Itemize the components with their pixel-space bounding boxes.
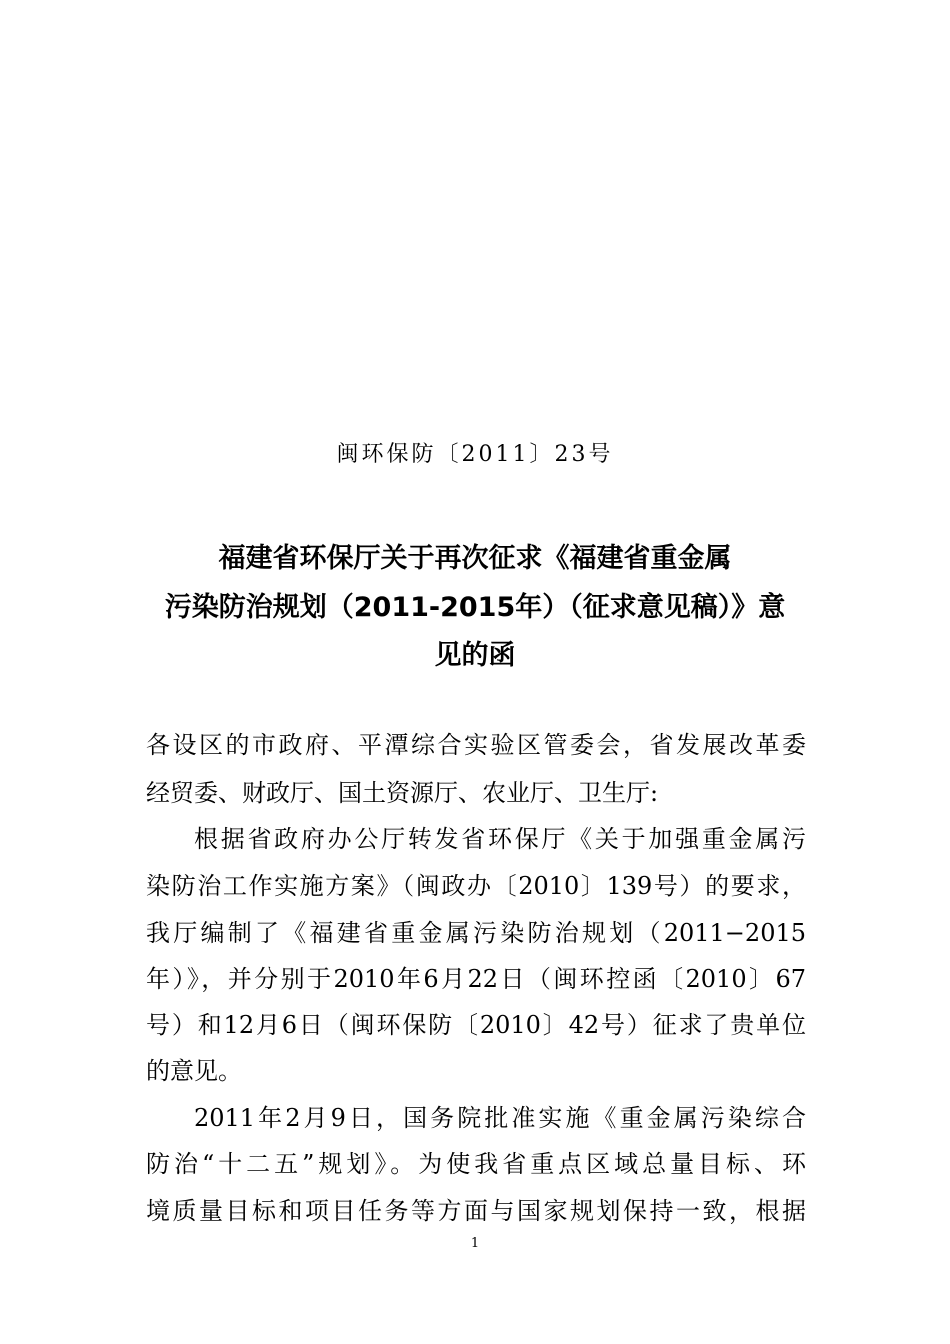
body-line-3: 根据省政府办公厅转发省环保厅《关于加强重金属污 bbox=[194, 825, 806, 853]
document-number: 闽环保防〔2011〕23号 bbox=[336, 442, 614, 467]
body-line-6: 年）》，并分别于2010年6月22日（闽环控函〔2010〕67 bbox=[146, 965, 806, 993]
document-title-line-2: 污染防治规划（2011-2015年）（征求意见稿）》意 bbox=[164, 592, 786, 623]
body-line-9: 2011年2月9日，国务院批准实施《重金属污染综合 bbox=[194, 1104, 806, 1132]
body-line-1: 各设区的市政府、平潭综合实验区管委会，省发展改革委 bbox=[146, 731, 806, 759]
body-line-4: 染防治工作实施方案》（闽政办〔2010〕139号）的要求， bbox=[146, 872, 806, 900]
document-title-line-1: 福建省环保厅关于再次征求《福建省重金属 bbox=[218, 543, 732, 574]
body-line-7: 号）和12月6日（闽环保防〔2010〕42号）征求了贵单位 bbox=[146, 1011, 806, 1039]
document-title-line-3: 见的函 bbox=[434, 640, 516, 671]
body-line-10: 防治“十二五”规划》。为使我省重点区域总量目标、环 bbox=[146, 1150, 806, 1178]
body-line-2: 经贸委、财政厅、国土资源厅、农业厅、卫生厅: bbox=[146, 779, 659, 807]
body-line-8: 的意见。 bbox=[146, 1057, 242, 1085]
page-number: 1 bbox=[470, 1236, 480, 1251]
body-line-5: 我厅编制了《福建省重金属污染防治规划（2011−2015 bbox=[146, 919, 806, 947]
body-line-11: 境质量目标和项目任务等方面与国家规划保持一致，根据 bbox=[146, 1197, 806, 1225]
